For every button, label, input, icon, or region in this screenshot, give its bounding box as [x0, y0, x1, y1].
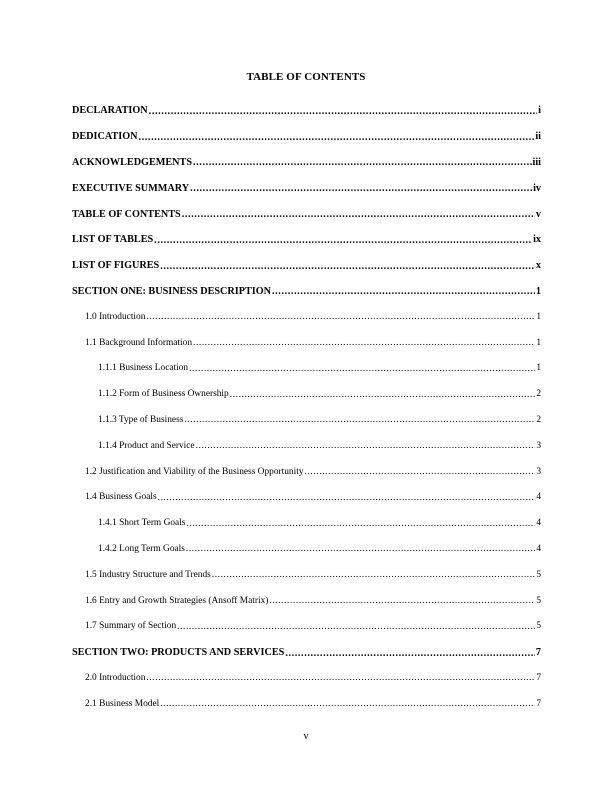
toc-entry[interactable]: [72, 98, 541, 124]
toc-entry-page: iii: [532, 156, 541, 168]
toc-entry-label: 1.1 Background Information: [85, 337, 193, 348]
toc-leader-dots: [305, 467, 536, 477]
toc-entry[interactable]: [72, 640, 541, 666]
toc-entry-page: 7: [536, 672, 541, 683]
toc-entry[interactable]: [72, 253, 541, 279]
toc-leader-dots: [177, 622, 535, 632]
toc-entry-label: 1.4 Business Goals: [85, 492, 157, 503]
toc-entry-page: 4: [536, 492, 541, 503]
toc-leader-dots: [158, 493, 536, 503]
toc-entry-label: 1.4.1 Short Term Goals: [98, 518, 186, 529]
toc-entry-page: ii: [535, 131, 541, 143]
toc-entry[interactable]: [72, 691, 541, 717]
toc-entry[interactable]: [72, 150, 541, 176]
toc-entry[interactable]: [72, 433, 541, 459]
toc-entry-label: 1.0 Introduction: [85, 311, 146, 322]
toc-leader-dots: [193, 338, 535, 348]
toc-entry-label: EXECUTIVE SUMMARY: [72, 182, 190, 194]
toc-entry[interactable]: [72, 459, 541, 485]
toc-entry-label: DEDICATION: [72, 131, 138, 143]
toc-entry-page: 4: [536, 543, 541, 554]
toc-entry-label: LIST OF TABLES: [72, 234, 154, 246]
toc-entry[interactable]: [72, 227, 541, 253]
toc-entry[interactable]: [72, 279, 541, 305]
toc-leader-dots: [269, 596, 535, 606]
toc-entry-label: 1.1.3 Type of Business: [98, 414, 184, 425]
toc-entry[interactable]: [72, 485, 541, 511]
toc-leader-dots: [190, 183, 532, 193]
toc-entry-page: 2: [536, 389, 541, 400]
toc-entry-page: 4: [536, 518, 541, 529]
toc-leader-dots: [285, 648, 535, 658]
toc-entry-label: 1.1.2 Form of Business Ownership: [98, 389, 229, 400]
toc-leader-dots: [149, 106, 537, 116]
toc-entry-page: x: [535, 260, 541, 272]
toc-entry[interactable]: [72, 356, 541, 382]
toc-entry-label: 1.1.1 Business Location: [98, 363, 189, 374]
toc-leader-dots: [230, 390, 536, 400]
toc-entry[interactable]: [72, 666, 541, 692]
toc-entry-label: LIST OF FIGURES: [72, 260, 160, 272]
toc-leader-dots: [160, 261, 535, 271]
toc-entry[interactable]: [72, 537, 541, 563]
toc-entry-page: 2: [536, 414, 541, 425]
toc-leader-dots: [182, 209, 535, 219]
toc-leader-dots: [186, 519, 535, 529]
toc-entry-label: 1.2 Justification and Viability of the Business Opportunity: [85, 466, 304, 477]
toc-entry-page: 1: [536, 337, 541, 348]
toc-entry-page: 5: [536, 595, 541, 606]
toc-entry[interactable]: [72, 201, 541, 227]
toc-entry[interactable]: [72, 588, 541, 614]
toc-leader-dots: [160, 699, 535, 709]
toc-title: TABLE OF CONTENTS: [246, 71, 366, 83]
toc-leader-dots: [272, 286, 535, 296]
toc-entry-label: 1.1.4 Product and Service: [98, 440, 195, 451]
toc-leader-dots: [146, 312, 535, 322]
toc-entry-page: ix: [533, 234, 541, 246]
toc-entry[interactable]: [72, 511, 541, 537]
toc-leader-dots: [138, 132, 534, 142]
toc-entry-label: ACKNOWLEDGEMENTS: [72, 156, 193, 168]
toc-entry-label: SECTION TWO: PRODUCTS AND SERVICES: [72, 647, 285, 659]
toc-leader-dots: [146, 673, 535, 683]
toc-entry[interactable]: [72, 175, 541, 201]
toc-entry-page: 3: [536, 466, 541, 477]
toc-entry[interactable]: [72, 330, 541, 356]
toc-entry-label: 2.1 Business Model: [85, 698, 160, 709]
toc-entry-page: 3: [536, 440, 541, 451]
toc-entry[interactable]: [72, 382, 541, 408]
toc-entry[interactable]: [72, 408, 541, 434]
toc-entry[interactable]: [72, 562, 541, 588]
toc-entry-page: iv: [533, 182, 541, 194]
toc-entry-page: v: [535, 208, 541, 220]
toc-entry[interactable]: [72, 304, 541, 330]
toc-entry-page: 1: [536, 363, 541, 374]
toc-entry-page: 7: [536, 698, 541, 709]
toc-leader-dots: [212, 570, 536, 580]
toc-entry-label: 1.4.2 Long Term Goals: [98, 543, 185, 554]
toc-entry-label: TABLE OF CONTENTS: [72, 208, 181, 220]
toc-entry[interactable]: [72, 614, 541, 640]
toc-entry-page: 1: [535, 285, 541, 297]
toc-entry-label: 2.0 Introduction: [85, 672, 146, 683]
toc-entry[interactable]: [72, 124, 541, 150]
toc-entry-page: 1: [536, 311, 541, 322]
page-number-footer: v: [303, 731, 309, 742]
toc-leader-dots: [154, 235, 532, 245]
toc-entry-page: 7: [535, 647, 541, 659]
toc-entry-label: SECTION ONE: BUSINESS DESCRIPTION: [72, 285, 271, 297]
toc-entry-label: DECLARATION: [72, 105, 148, 117]
toc-leader-dots: [186, 544, 535, 554]
toc-entry-page: 5: [536, 621, 541, 632]
toc-leader-dots: [193, 157, 531, 167]
toc-entry-label: 1.6 Entry and Growth Strategies (Ansoff Matrix): [85, 595, 269, 606]
toc-entry-label: 1.5 Industry Structure and Trends: [85, 569, 211, 580]
toc-list: [72, 98, 541, 717]
toc-entry-label: 1.7 Summary of Section: [85, 621, 177, 632]
toc-entry-page: i: [538, 105, 541, 117]
toc-leader-dots: [189, 364, 535, 374]
toc-leader-dots: [184, 415, 535, 425]
toc-leader-dots: [196, 441, 536, 451]
toc-entry-page: 5: [536, 569, 541, 580]
